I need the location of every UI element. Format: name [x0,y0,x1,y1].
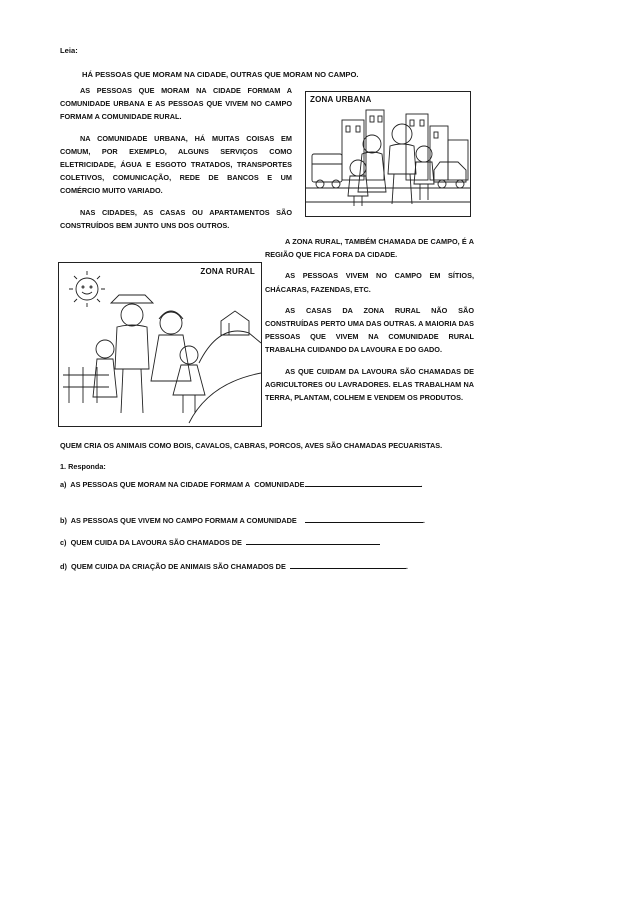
right-column [265,235,474,404]
urban-scene-drawing [306,92,470,216]
question-end: . [405,562,408,571]
rural-scene-drawing [59,263,261,426]
rural-illustration [58,262,262,427]
question-d [60,560,408,571]
answer-blank[interactable] [305,478,421,487]
question-marker: a) [60,480,67,489]
paragraph: NAS CIDADES, AS CASAS OU APARTAMENTOS SÃO CONSTRUÍDOS BEM JUNTO UNS DOS OUTROS. [60,207,292,230]
question-marker: c) [60,538,67,547]
livestock-sentence: QUEM CRIA OS ANIMAIS COMO BOIS, CAVALOS, CABRAS, PORCOS, AVES SÃO CHAMADAS PECUARISTAS. [60,441,443,450]
urban-label: ZONA URBANA [310,95,372,104]
question-text: AS PESSOAS QUE MORAM NA CIDADE FORMAM A [70,480,251,489]
question-text: AS PESSOAS QUE VIVEM NO CAMPO FORMAM A COMUNIDADE [70,516,297,525]
answer-text: COMUNIDADE [254,480,305,489]
left-column [60,84,292,232]
intro-sentence: HÁ PESSOAS QUE MORAM NA CIDADE, OUTRAS QUE MORAM NO CAMPO. [82,70,359,79]
question-end: . [422,516,425,525]
paragraph: A ZONA RURAL, TAMBÉM CHAMADA DE CAMPO, É A REGIÃO QUE FICA FORA DA CIDADE. [265,237,474,260]
heading: Leia: [60,46,78,55]
question-marker: d) [60,562,67,571]
question-end: . [420,480,423,489]
exercise-title: 1. Responda: [60,462,106,471]
paragraph: AS PESSOAS VIVEM NO CAMPO EM SÍTIOS, CHÁCARAS, FAZENDAS, ETC. [265,271,474,294]
question-text: QUEM CUIDA DA LAVOURA SÃO CHAMADOS DE [70,538,242,547]
paragraph: AS QUE CUIDAM DA LAVOURA SÃO CHAMADAS DE AGRICULTORES OU LAVRADORES. ELAS TRABALHAM NA TERRA, PLANTAM, COLHEM E VENDEM OS PRODUTOS. [265,366,474,403]
paragraph: NA COMUNIDADE URBANA, HÁ MUITAS COISAS EM COMUM, POR EXEMPLO, ALGUNS SERVIÇOS COMO ELETRICIDADE, ÁGUA E ESGOTO TRATADOS, TRANSPORTES COLETIVOS, COMUNICAÇÃO, REDE DE BANCOS E UM COMÉRCIO MUITO VARIADO. [60,133,292,196]
urban-illustration [305,91,471,217]
answer-blank[interactable] [305,514,423,523]
paragraph: AS CASAS DA ZONA RURAL NÃO SÃO CONSTRUÍDAS PERTO UMA DAS OUTRAS. A MAIORIA DAS PESSOAS QUE VIVEM NA COMUNIDADE RURAL TRABALHA CUIDANDO DA LAVOURA E DO GADO. [265,305,474,355]
question-text: QUEM CUIDA DA CRIAÇÃO DE ANIMAIS SÃO CHAMADOS DE [70,562,286,571]
question-a [60,478,423,489]
answer-blank[interactable] [290,560,406,569]
question-c [60,536,380,547]
question-b [60,514,425,525]
paragraph: AS PESSOAS QUE MORAM NA CIDADE FORMAM A COMUNIDADE URBANA E AS PESSOAS QUE VIVEM NO CAMPO FORMAM A COMUNIDADE RURAL. [60,86,292,122]
rural-label: ZONA RURAL [200,267,255,276]
answer-blank[interactable] [246,536,380,545]
question-marker: b) [60,516,67,525]
